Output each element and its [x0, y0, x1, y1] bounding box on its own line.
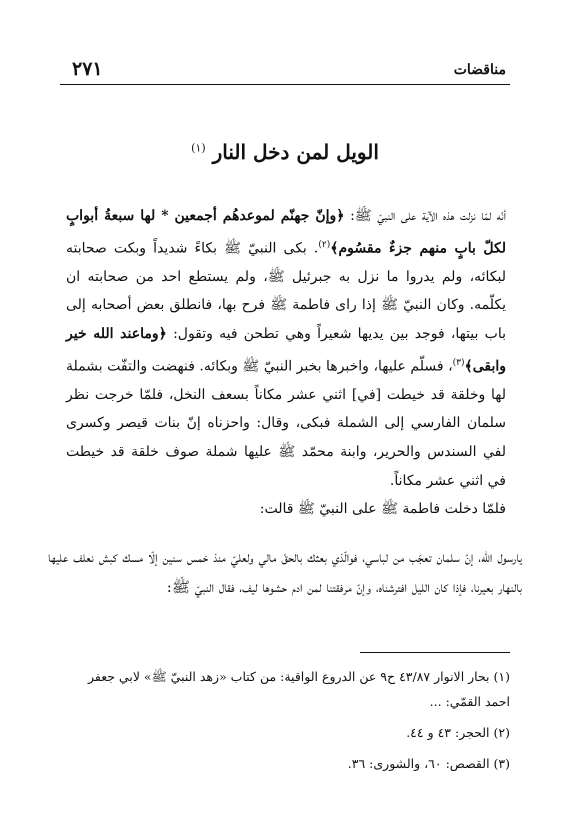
header-rule — [60, 84, 510, 85]
footnote-ref-2: (٢) — [318, 239, 331, 250]
running-title: مناقضات — [453, 62, 506, 78]
chapter-title-text: الويل لمن دخل النار — [212, 140, 379, 164]
page-header — [72, 58, 506, 84]
footnotes — [62, 664, 510, 782]
chapter-title — [60, 140, 510, 164]
body-text — [66, 202, 506, 524]
paragraph-2: فلمّا دخلت فاطمة ﷺ على النبيّ ﷺ قالت: — [259, 501, 506, 518]
quran-verse-2: ﴿وماعند الله خير وابقى﴾ — [66, 326, 506, 375]
paragraph-1-continuation: ، فسلّم عليها، واخبرها بخبر النبيّ ﷺ وبكائه. فنهضت والتفّت بشملة لها وخلقة قد خيطت [في] اثني عشر مكاناً بسعف النخل، فلمّا خرجت نظر سلمان الفارسي إلى الشملة فبكى، وقال: واحزناه إنّ بنات قيصر وكسرى لفي السندس والحرير، وابنة محمّد ﷺ عليها شملة صوف خلقة قد خيطت في اثني عشر مكاناً. — [66, 358, 506, 489]
page-number: ٢٧١ — [72, 58, 103, 80]
body-text-speech — [48, 542, 522, 602]
paragraph-1 — [66, 202, 506, 495]
footnote-1: (١) بحار الانوار ٤٣/٨٧ ح٩ عن الدروع الواقية: من كتاب «زهد النبيّ ﷺ» لابي جعفر احمد القمّي: ... — [87, 669, 510, 709]
quran-verse-1: ﴿وإنّ جهنّم لموعدهُم أجمعين * لها سبعةُ أبوابٍ لكلّ بابٍ منهم جزءٌ مقسُوم﴾ — [66, 208, 506, 257]
footnote-2: (٢) الحجر: ٤٣ و ٤٤. — [406, 725, 510, 740]
chapter-footnote-ref: (١) — [191, 141, 206, 155]
footnote-3: (٣) القصص: ٦٠، والشورى: ٣٦. — [347, 756, 510, 771]
footnote-rule — [360, 652, 510, 653]
paragraph-1-narrative: . بكى النبيّ ﷺ بكاءً شديداً وبكت صحابته لبكائه، ولم يدروا ما نزل به جبرئيل ﷺ، ولم يستطع احد من صحابته ان يكلّمه. وكان النبيّ ﷺ إذا راى فاطمة ﷺ فرح بها، فانطلق بعض أصحابه إلى باب بيتها، فوجد بين يديها شعيراً وهي تطحن فيه وتقول: — [66, 240, 506, 343]
footnote-ref-3: (٣) — [452, 357, 465, 368]
paragraph-1-intro: أنّه لمّا نزلت هذه الآية على النبيّ ﷺ: — [350, 208, 507, 224]
paragraph-3: يارسول الله، إنّ سلمان تعجّب من لباسي، فوالّذي بعثك بالحقّ مالي ولعليّ منذ خمس سنين إلّا مسك كبش نعلف عليها بالنهار بعيرنا، فإذا كان الليل افترشناه، وإنّ مرفقتنا لمن ادم حشوها ليف، فقال النبيّ ﷺ: — [48, 548, 522, 596]
